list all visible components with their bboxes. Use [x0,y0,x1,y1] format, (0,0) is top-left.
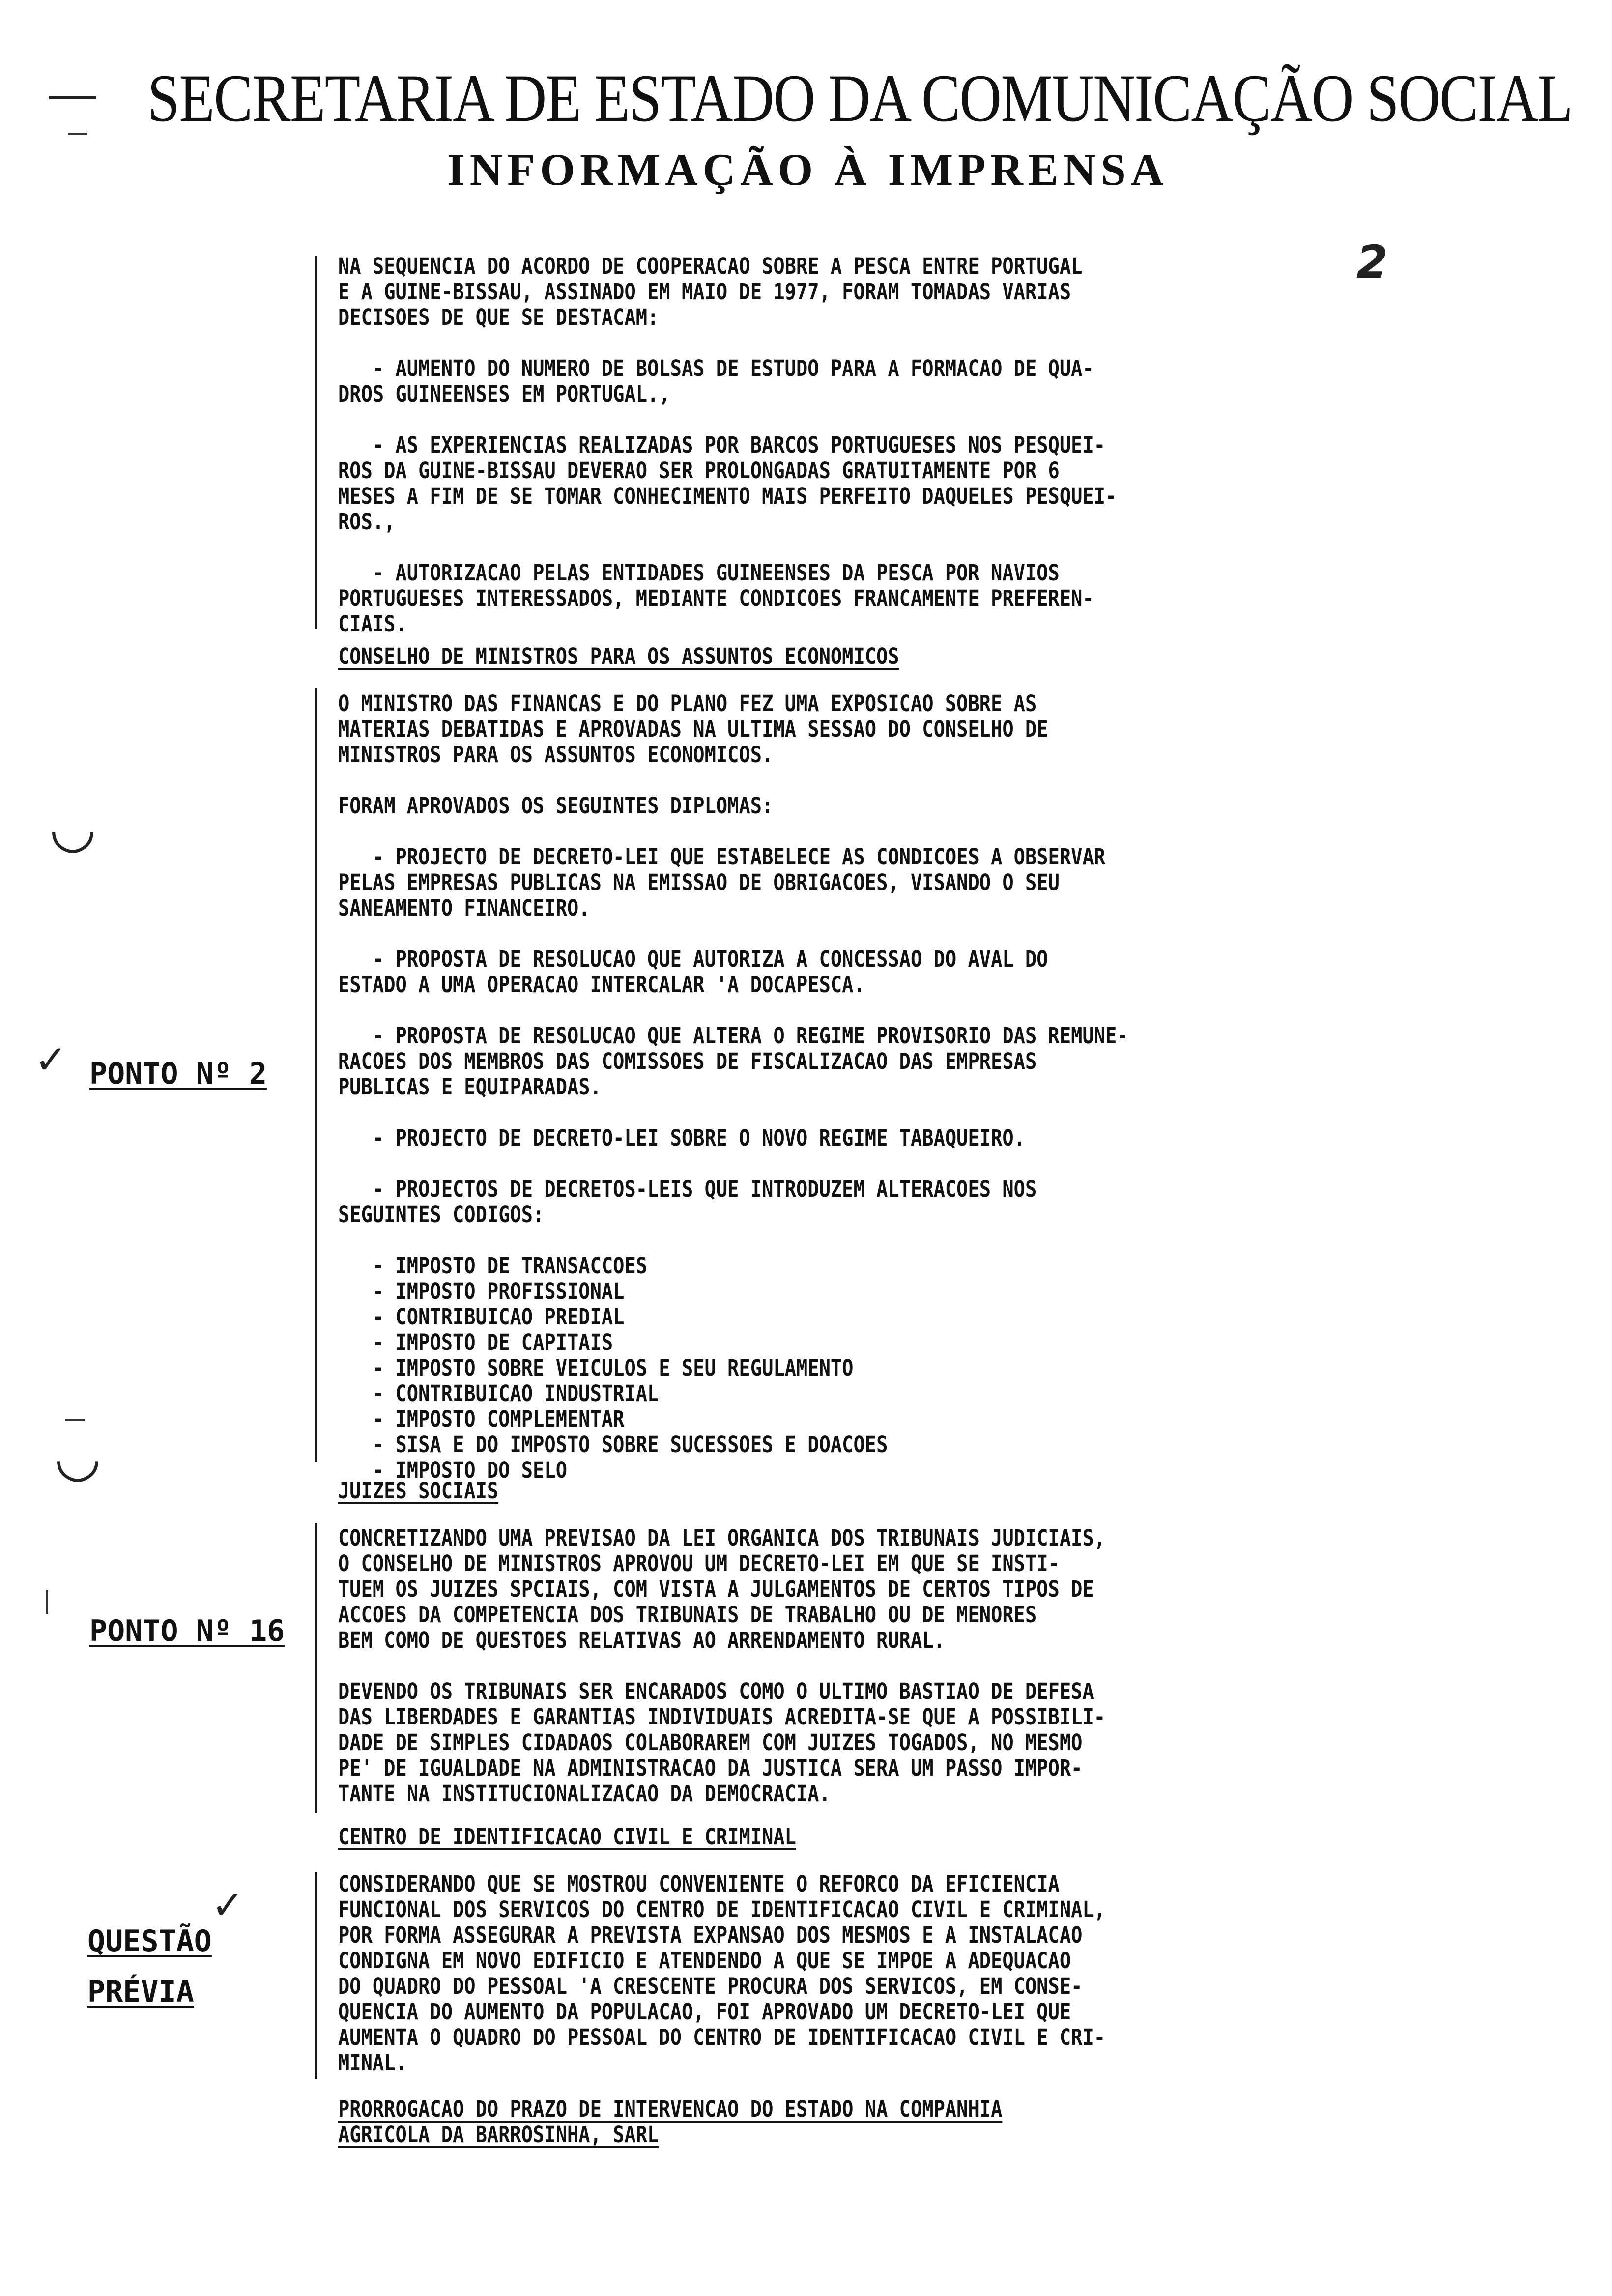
arc-mark-icon: ◡ [49,796,96,859]
section-heading-centro: CENTRO DE IDENTIFICACAO CIVIL E CRIMINAL [338,1824,796,1850]
section-heading-juizes: JUIZES SOCIAIS [338,1478,499,1504]
margin-dash-mark [65,1419,85,1421]
margin-dash-mark [49,96,96,99]
centro-text: CONSIDERANDO QUE SE MOSTROU CONVENIENTE O REFORCO DA EFICIENCIA FUNCIONAL DOS SERVICOS DO CENTRO DE IDENTIFICACAO CIVIL E CRIMINAL, POR FORMA ASSEGURAR A PREVISTA EXPANSAO DOS MESMOS E A INSTALACAO CONDIGNA EM NOVO EDIFICIO E ATENDENDO A QUE SE IMPOE A ADEQUACAO DO QUADRO DO PESSOAL 'A CRESCENTE PROCURA DOS SERVICOS, EM CONSE- QUENCIA DO AUMENTO DA POPULACAO, FOI APROVADO UM DECRETO-LEI QUE AUMENTA O QUADRO DO PESSOAL DO CENTRO DE IDENTIFICACAO CIVIL E CRI- MINAL. [338,1871,1106,2076]
page-title: SECRETARIA DE ESTADO DA COMUNICAÇÃO SOCIAL [147,60,1572,136]
handwritten-page-number: 2 [1356,236,1388,288]
margin-label-questao: QUESTÃO [87,1924,212,1958]
margin-label-ponto-16: PONTO Nº 16 [89,1614,285,1648]
section-heading-conselho: CONSELHO DE MINISTROS PARA OS ASSUNTOS ECONOMICOS [338,643,899,669]
margin-label-ponto-2: PONTO Nº 2 [89,1057,267,1091]
page-subtitle: INFORMAÇÃO À IMPRENSA [447,144,1169,195]
juizes-text: CONCRETIZANDO UMA PREVISAO DA LEI ORGANICA DOS TRIBUNAIS JUDICIAIS, O CONSELHO DE MINISTROS APROVOU UM DECRETO-LEI EM QUE SE INSTI- TUEM OS JUIZES SPCIAIS, COM VISTA A JULGAMENTOS DE CERTOS TIPOS DE ACCOES DA COMPETENCIA DOS TRIBUNAIS DE TRABALHO OU DE MENORES BEM COMO DE QUESTOES RELATIVAS AO ARRENDAMENTO RURAL. DEVENDO OS TRIBUNAIS SER ENCARADOS COMO O ULTIMO BASTIAO DE DEFESA DAS LIBERDADES E GARANTIAS INDIVIDUAIS ACREDITA-SE QUE A POSSIBILI- DADE DE SIMPLES CIDADAOS COLABORAREM COM JUIZES TOGADOS, NO MESMO PE' DE IGUALDADE NA ADMINISTRACAO DA JUSTICA SERA UM PASSO IMPOR- TANTE NA INSTITUCIONALIZACAO DA DEMOCRACIA. [338,1525,1106,1807]
arc-mark-icon: ◡ [54,1425,101,1488]
margin-label-previa: PRÉVIA [87,1975,194,2009]
section-bracket [315,688,317,1462]
conselho-text: O MINISTRO DAS FINANCAS E DO PLANO FEZ UMA EXPOSICAO SOBRE AS MATERIAS DEBATIDAS E APROVADAS NA ULTIMA SESSAO DO CONSELHO DE MINISTROS PARA OS ASSUNTOS ECONOMICOS. FORAM APROVADOS OS SEGUINTES DIPLOMAS: - PROJECTO DE DECRETO-LEI QUE ESTABELECE AS CONDICOES A OBSERVAR PELAS EMPRESAS PUBLICAS NA EMISSAO DE OBRIGACOES, VISANDO O SEU SANEAMENTO FINANCEIRO. - PROPOSTA DE RESOLUCAO QUE AUTORIZA A CONCESSAO DO AVAL DO ESTADO A UMA OPERACAO INTERCALAR 'A DOCAPESCA. - PROPOSTA DE RESOLUCAO QUE ALTERA O REGIME PROVISORIO DAS REMUNE- RACOES DOS MEMBROS DAS COMISSOES DE FISCALIZACAO DAS EMPRESAS PUBLICAS E EQUIPARADAS. - PROJECTO DE DECRETO-LEI SOBRE O NOVO REGIME TABAQUEIRO. - PROJECTOS DE DECRETOS-LEIS QUE INTRODUZEM ALTERACOES NOS SEGUINTES CODIGOS: - IMPOSTO DE TRANSACCOES - IMPOSTO PROFISSIONAL - CONTRIBUICAO PREDIAL - IMPOSTO DE CAPITAIS - IMPOSTO SOBRE VEICULOS E SEU REGULAMENTO - CONTRIBUICAO INDUSTRIAL - IMPOSTO COMPLEMENTAR - SISA E DO IMPOSTO SOBRE SUCESSOES E DOACOES - IMPOSTO DO SELO [338,690,1128,1483]
section-bracket [315,256,317,629]
checkmark-icon: ✓ [211,1882,245,1928]
section-bracket [315,1523,317,1813]
intro-text: NA SEQUENCIA DO ACORDO DE COOPERACAO SOBRE A PESCA ENTRE PORTUGAL E A GUINE-BISSAU, ASSINADO EM MAIO DE 1977, FORAM TOMADAS VARIAS DECISOES DE QUE SE DESTACAM: - AUMENTO DO NUMERO DE BOLSAS DE ESTUDO PARA A FORMACAO DE QUA- DROS GUINEENSES EM PORTUGAL., - AS EXPERIENCIAS REALIZADAS POR BARCOS PORTUGUESES NOS PESQUEI- ROS DA GUINE-BISSAU DEVERAO SER PROLONGADAS GRATUITAMENTE POR 6 MESES A FIM DE SE TOMAR CONHECIMENTO MAIS PERFEITO DAQUELES PESQUEI- ROS., - AUTORIZACAO PELAS ENTIDADES GUINEENSES DA PESCA POR NAVIOS PORTUGUESES INTERESSADOS, MEDIANTE CONDICOES FRANCAMENTE PREFEREN- CIAIS. [338,253,1117,637]
section-bracket [315,1872,317,2079]
tick-mark-icon [46,1590,48,1614]
checkmark-icon: ✓ [34,1037,68,1083]
margin-dash-mark-small [68,133,87,135]
section-heading-prorrogacao: PRORROGACAO DO PRAZO DE INTERVENCAO DO ESTADO NA COMPANHIA AGRICOLA DA BARROSINHA, SARL [338,2096,1003,2148]
